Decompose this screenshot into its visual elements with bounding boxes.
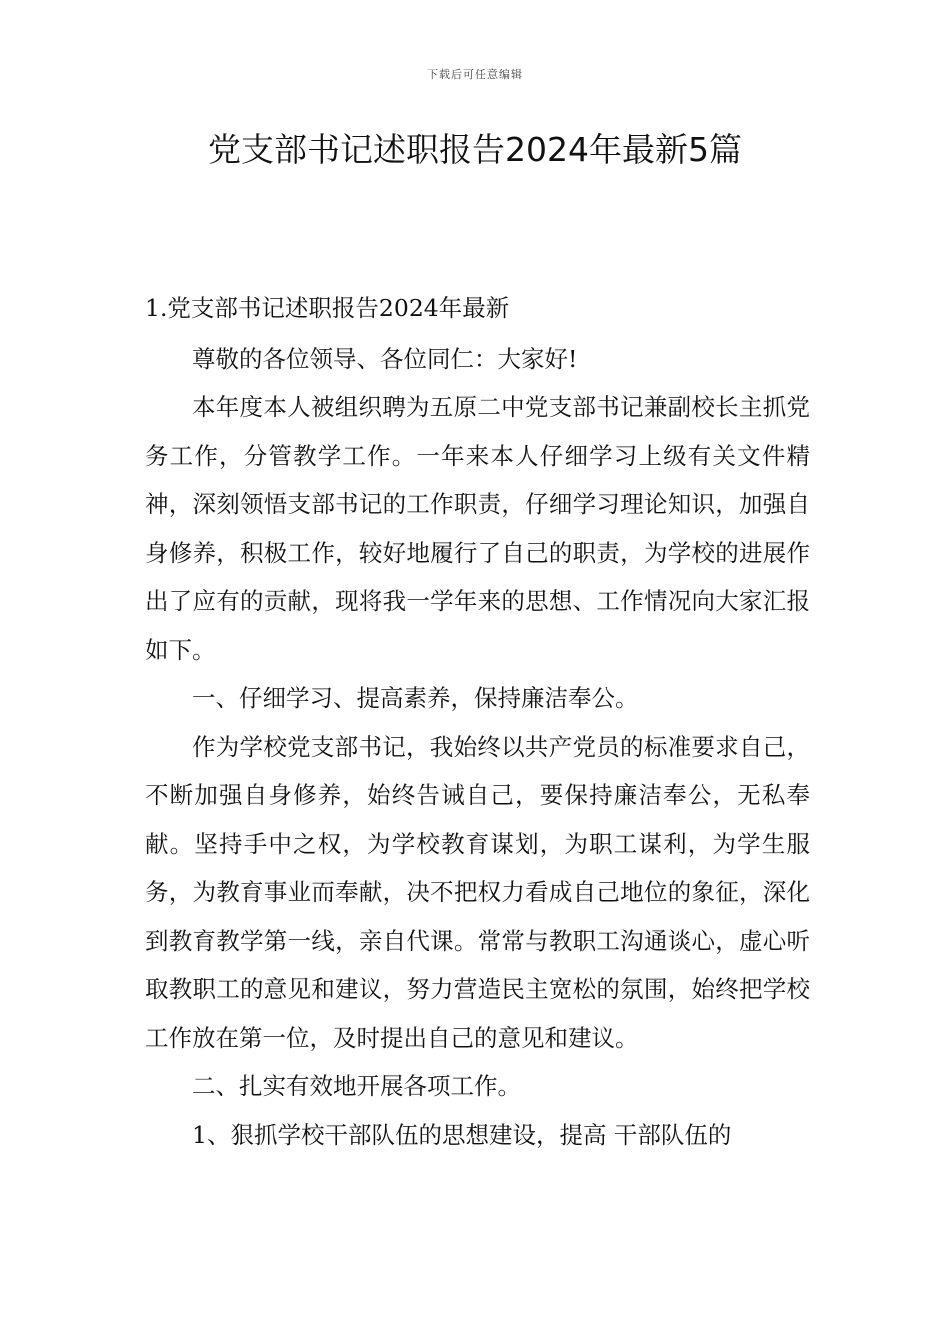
header-note: 下载后可任意编辑 bbox=[427, 68, 523, 81]
item-one-paragraph: 1、狠抓学校干部队伍的思想建设，提高 干部队伍的 bbox=[192, 1120, 732, 1149]
document-body bbox=[145, 284, 810, 1159]
heading-one: 一、仔细学习、提高素养，保持廉洁奉公。 bbox=[192, 684, 639, 712]
heading-two: 二、扎实有效地开展各项工作。 bbox=[192, 1072, 521, 1100]
section-title: 1.党支部书记述职报告2024年最新 bbox=[145, 294, 510, 322]
document-title: 党支部书记述职报告2024年最新5篇 bbox=[208, 130, 742, 169]
paragraph-one: 作为学校党支部书记，我始终以共产党员的标准要求自己，不断加强自身修养，始终告诫自己，要保持廉洁奉公，无私奉献。坚持手中之权，为学校教育谋划，为职工谋利，为学生服务，为教育事业而奉献，决不把权力看成自己地位的象征，深化到教育教学第一线，亲自代课。常常与教职工沟通谈心，虚心听取教职工的意见和建议，努力营造民主宽松的氛围，始终把学校工作放在第一位，及时提出自己的意见和建议。 bbox=[145, 732, 810, 1052]
intro-paragraph: 本年度本人被组织聘为五原二中党支部书记兼副校长主抓党务工作，分管教学工作。一年来本人仔细学习上级有关文件精神，深刻领悟支部书记的工作职责，仔细学习理论知识，加强自身修养，积极工作，较好地履行了自己的职责，为学校的进展作出了应有的贡献，现将我一学年来的思想、工作情况向大家汇报如下。 bbox=[145, 393, 810, 664]
greeting-paragraph: 尊敬的各位领导、各位同仁：大家好! bbox=[192, 344, 578, 373]
